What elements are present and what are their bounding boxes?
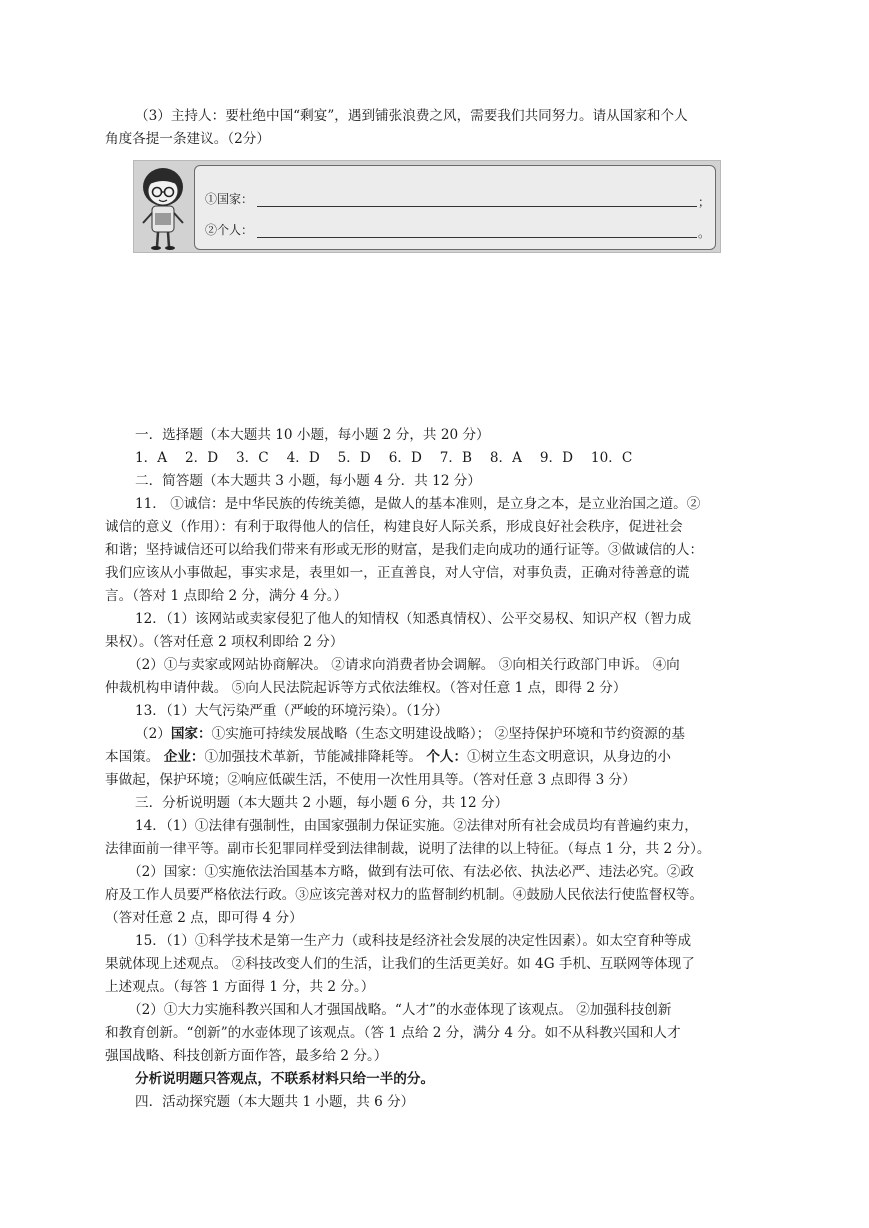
- q13-line3-text1: 本国策。: [105, 749, 164, 765]
- q13-line1: 13．（1）大气污染严重（严峻的环境污染）。（1分）: [135, 703, 449, 719]
- q11-line2: 诚信的意义（作用）：有利于取得他人的信任，构建良好人际关系，形成良好社会秩序，促进社会: [105, 519, 683, 535]
- answer-box: [194, 165, 716, 250]
- q15-line5: 和教育创新。“创新”的水壶体现了该观点。（答 1 点给 2 分，满分 4 分。如不从科教兴国和人才: [105, 1025, 681, 1041]
- q15-line1: 15．（1）①科学技术是第一生产力（或科技是经济社会发展的决定性因素）。如太空育种等成: [135, 933, 692, 949]
- section2-title: 二．简答题（本大题共 3 小题，每小题 4 分．共 12 分）: [135, 473, 481, 489]
- q11-line4: 我们应该从小事做起，事实求是，表里如一，正直善良，对人守信，对事负责，正确对待善意的谎: [105, 565, 690, 581]
- q12-line3: （2）①与卖家或网站协商解决。 ②请求向消费者协会调解。 ③向相关行政部门申诉。 ④向: [128, 657, 680, 673]
- q12-line1: 12．（1）该网站或卖家侵犯了他人的知情权（知悉真情权）、公平交易权、知识产权（智力成: [135, 611, 692, 627]
- section1-answers: 1．A 2．D 3．C 4．D 5．D 6．D 7．B 8．A 9．D 10．C: [135, 450, 633, 466]
- q12-line4: 仲裁机构申请仲裁。 ⑤向人民法院起诉等方式依法维权。（答对任意 1 点，即得 2 分）: [105, 680, 627, 696]
- q13-line4: 事做起，保护环境；②响应低碳生活，不使用一次性用具等。（答对任意 3 点即得 3 分）: [105, 772, 636, 788]
- q11-line3: 和谐；坚持诚信还可以给我们带来有形或无形的财富，是我们走向成功的通行证等。③做诚信的人：: [105, 542, 704, 558]
- question3-line2: 角度各提一条建议。（2分）: [105, 131, 270, 147]
- q15-line4: （2）①大力实施科教兴国和人才强国战略。“人才”的水壶体现了该观点。 ②加强科技创新: [128, 1002, 672, 1018]
- q13-line3-text3: ①树立生态文明意识，从身边的小: [467, 749, 671, 765]
- q13-line3: [105, 747, 671, 767]
- q11-line1: 11． ①诚信：是中华民族的传统美德，是做人的基本准则，是立身之本，是立业治国之道。②: [135, 496, 701, 512]
- q14-line5: （答对任意 2 点，即可得 4 分）: [105, 910, 303, 926]
- q14-line4: 府及工作人员要严格依法行政。③应该完善对权力的监督制约机制。④鼓励人民依法行使监督权等。: [105, 887, 704, 903]
- q14-line3: （2）国家：①实施依法治国基本方略，做到有法可依、有法必依、执法必严、违法必究。②政: [128, 864, 694, 880]
- individual-blank-end: 。: [698, 226, 711, 240]
- section1-title: 一．选择题（本大题共 10 小题，每小题 2 分，共 20 分）: [135, 427, 490, 443]
- q13-line3-text2: ①加强技术革新，节能减排降耗等。: [204, 749, 427, 765]
- section3-title: 三．分析说明题（本大题共 2 小题，每小题 6 分，共 12 分）: [135, 795, 509, 811]
- cartoon-girl-icon: [137, 165, 189, 251]
- q14-line1: 14．（1）①法律有强制性，由国家强制力保证实施。②法律对所有社会成员均有普遍约束力，: [135, 818, 698, 834]
- country-blank-label: ①国家：: [205, 192, 254, 206]
- answer-figure: [133, 160, 721, 253]
- q13-individual-label: 个人：: [426, 749, 468, 765]
- q13-country-label: 国家：: [170, 726, 212, 742]
- question3-line1: （3）主持人：要杜绝中国“剩宴”，遇到铺张浪费之风，需要我们共同努力。请从国家和个人: [135, 108, 688, 124]
- scoring-note: 分析说明题只答观点，不联系材料只给一半的分。: [135, 1071, 435, 1087]
- individual-answer-line[interactable]: [257, 237, 697, 238]
- q15-line2: 果就体现上述观点。 ②科技改变人们的生活，让我们的生活更美好。如 4G 手机、互联网等体现了: [105, 956, 695, 972]
- q13-line2: [135, 724, 685, 744]
- q14-line2: 法律面前一律平等。副市长犯罪同样受到法律制裁，说明了法律的以上特征。（每点 1 分，共 2 分）。: [105, 841, 711, 857]
- section4-title: 四．活动探究题（本大题共 1 小题，共 6 分）: [135, 1094, 415, 1110]
- q15-line6: 强国战略、科技创新方面作答，最多给 2 分。）: [105, 1048, 388, 1064]
- country-answer-line[interactable]: [257, 206, 697, 207]
- q12-line2: 果权）。（答对任意 2 项权利即给 2 分）: [105, 634, 344, 650]
- q13-enterprise-label: 企业：: [163, 749, 205, 765]
- q13-line2-prefix: （2）: [135, 726, 171, 742]
- q11-line5: 言。（答对 1 点即给 2 分，满分 4 分。）: [105, 588, 348, 604]
- q15-line3: 上述观点。（每答 1 方面得 1 分，共 2 分。）: [105, 979, 375, 995]
- individual-blank-label: ②个人：: [205, 223, 254, 237]
- q13-line2-text: ①实施可持续发展战略（生态文明建设战略）； ②坚持保护环境和节约资源的基: [211, 726, 685, 742]
- country-blank-end: ；: [698, 195, 711, 209]
